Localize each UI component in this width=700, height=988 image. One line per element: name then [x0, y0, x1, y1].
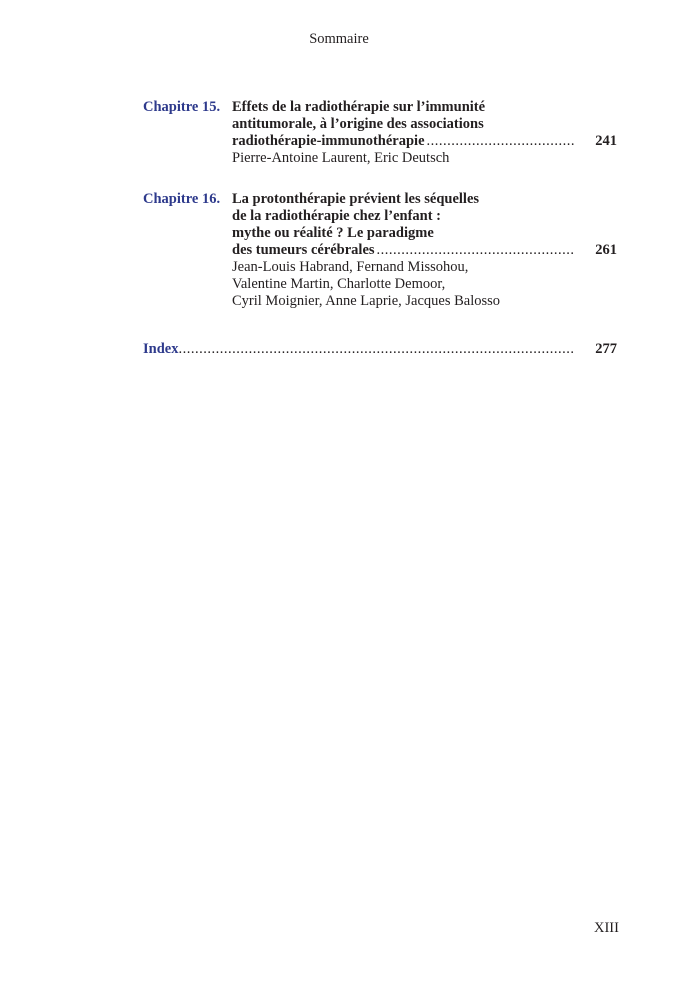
- chapter-title-line: antitumorale, à l’origine des associations: [232, 116, 484, 132]
- leader-dots: [377, 242, 575, 259]
- page-number: 277: [595, 341, 617, 357]
- toc-entry-chapter-15[interactable]: [143, 99, 617, 167]
- chapter-title-line: mythe ou réalité ? Le paradigme: [232, 225, 434, 241]
- chapter-title-line: Effets de la radiothérapie sur l’immunité: [232, 99, 486, 115]
- chapter-label: Chapitre 16.: [143, 191, 221, 207]
- chapter-title-line: radiothérapie-immunothérapie: [232, 133, 425, 149]
- toc-entry-index[interactable]: [143, 341, 617, 358]
- chapter-title-line: La protonthérapie prévient les séquelles: [232, 191, 480, 207]
- chapter-authors: Jean-Louis Habrand, Fernand Missohou,: [232, 259, 469, 275]
- leader-dots: [178, 341, 575, 358]
- leader-dots: [427, 133, 575, 150]
- chapter-label: Chapitre 15.: [143, 99, 221, 115]
- page-number: 261: [595, 242, 617, 258]
- chapter-title-line: des tumeurs cérébrales: [232, 242, 375, 258]
- chapter-authors: Pierre-Antoine Laurent, Eric Deutsch: [232, 150, 450, 166]
- page-number: 241: [595, 133, 617, 149]
- toc-entry-chapter-16[interactable]: [143, 191, 617, 310]
- chapter-authors: Cyril Moignier, Anne Laprie, Jacques Balosso: [232, 293, 501, 309]
- running-header: Sommaire: [309, 31, 369, 47]
- chapter-authors: Valentine Martin, Charlotte Demoor,: [232, 276, 446, 292]
- page-folio: XIII: [594, 920, 619, 936]
- chapter-title-line: de la radiothérapie chez l’enfant :: [232, 208, 442, 224]
- index-label: Index: [143, 341, 179, 357]
